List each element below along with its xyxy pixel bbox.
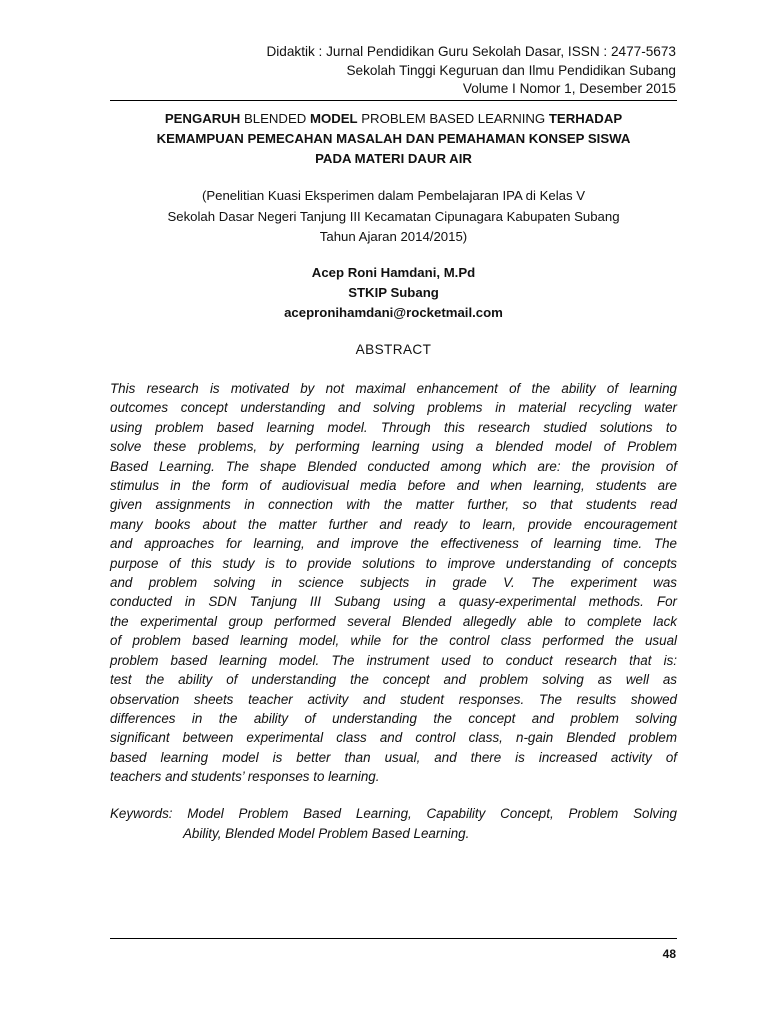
abstract-line: and problem solving in science subjects in grade V. The experiment was [110, 575, 677, 591]
abstract-line: stimulus in the form of audiovisual media before and when learning, students are [110, 478, 677, 494]
abstract-line: given assignments in connection with the matter further, so that students read [110, 497, 677, 513]
subtitle-line-2: Sekolah Dasar Negeri Tanjung III Kecamatan Cipunagara Kabupaten Subang [167, 208, 620, 224]
subtitle-line-1: (Penelitian Kuasi Eksperimen dalam Pembelajaran IPA di Kelas V [201, 188, 586, 203]
title-line-3: PADA MATERI DAUR AIR [315, 151, 472, 166]
abstract-line: Based Learning. The shape Blended conducted among which are: the provision of [110, 458, 677, 474]
abstract-line: significant between experimental class and control class, n-gain Blended problem [110, 730, 677, 746]
title-word: MODEL [309, 111, 358, 126]
footer-divider [110, 938, 677, 939]
keywords [110, 804, 677, 843]
page-number: 48 [662, 947, 676, 961]
abstract-line: many books about the matter further and ready to learn, provide encouragement [110, 516, 677, 532]
abstract-line: observation sheets teacher activity and student responses. The results showed [110, 691, 677, 707]
institution-name: Sekolah Tinggi Keguruan dan Ilmu Pendidikan Subang [346, 62, 676, 78]
abstract-line: purpose of this study is to provide solutions to improve understanding of concepts [110, 555, 677, 571]
abstract-line: problem based learning model. The instrument used to conduct research that is: [110, 652, 677, 668]
abstract-line: differences in the ability of understanding the concept and problem solving [110, 710, 677, 726]
author-block [110, 263, 677, 323]
title-word: TERHADAP [548, 111, 623, 126]
title-word: BLENDED [243, 111, 307, 126]
paper-subtitle [110, 186, 677, 248]
author-name: Acep Roni Hamdani, M.Pd [311, 265, 476, 280]
journal-name: Didaktik : Jurnal Pendidikan Guru Sekolah Dasar, ISSN : 2477-5673 [266, 44, 676, 59]
author-email: acepronihamdani@rocketmail.com [284, 305, 503, 320]
abstract-body [110, 379, 677, 787]
subtitle-line-3: Tahun Ajaran 2014/2015) [319, 229, 468, 244]
header-divider [110, 100, 677, 101]
keywords-line-2: Ability, Blended Model Problem Based Learning. [183, 825, 470, 841]
abstract-line: test the ability of understanding the concept and problem solving as well as [110, 672, 677, 688]
title-line-2: KEMAMPUAN PEMECAHAN MASALAH DAN PEMAHAMAN KONSEP SISWA [156, 131, 631, 146]
abstract-line: teachers and students’ responses to learning. [110, 769, 380, 785]
abstract-line: outcomes concept understanding and solving problems in material recycling water [110, 400, 677, 416]
abstract-line: using problem based learning model. Through this research studied solutions to [110, 419, 677, 435]
author-institution: STKIP Subang [348, 285, 439, 300]
abstract-line: and approaches for learning, and improve the effectiveness of learning time. The [110, 536, 677, 552]
abstract-line: based learning model is better than usual, and there is increased activity of [110, 749, 677, 765]
abstract-line: This research is motivated by not maximal enhancement of the ability of learning [110, 381, 677, 396]
paper-title [110, 109, 677, 169]
keywords-line-1: Keywords: Model Problem Based Learning, Capability Concept, Problem Solving [110, 806, 677, 821]
title-word: PROBLEM BASED LEARNING [361, 111, 546, 126]
abstract-heading: ABSTRACT [355, 342, 432, 357]
volume-info: Volume I Nomor 1, Desember 2015 [462, 81, 676, 96]
abstract-line: the experimental group performed several Blended allegedly able to complete lack [110, 613, 677, 629]
abstract-line: of problem based learning model, while for the control class performed the usual [110, 633, 677, 649]
title-word: PENGARUH [164, 111, 241, 126]
title-line-1 [110, 109, 677, 129]
abstract-line: conducted in SDN Tanjung III Subang using a quasy-experimental methods. For [110, 594, 677, 610]
journal-header [266, 43, 676, 99]
abstract-line: solve these problems, by performing learning using a blended model of Problem [110, 439, 677, 455]
